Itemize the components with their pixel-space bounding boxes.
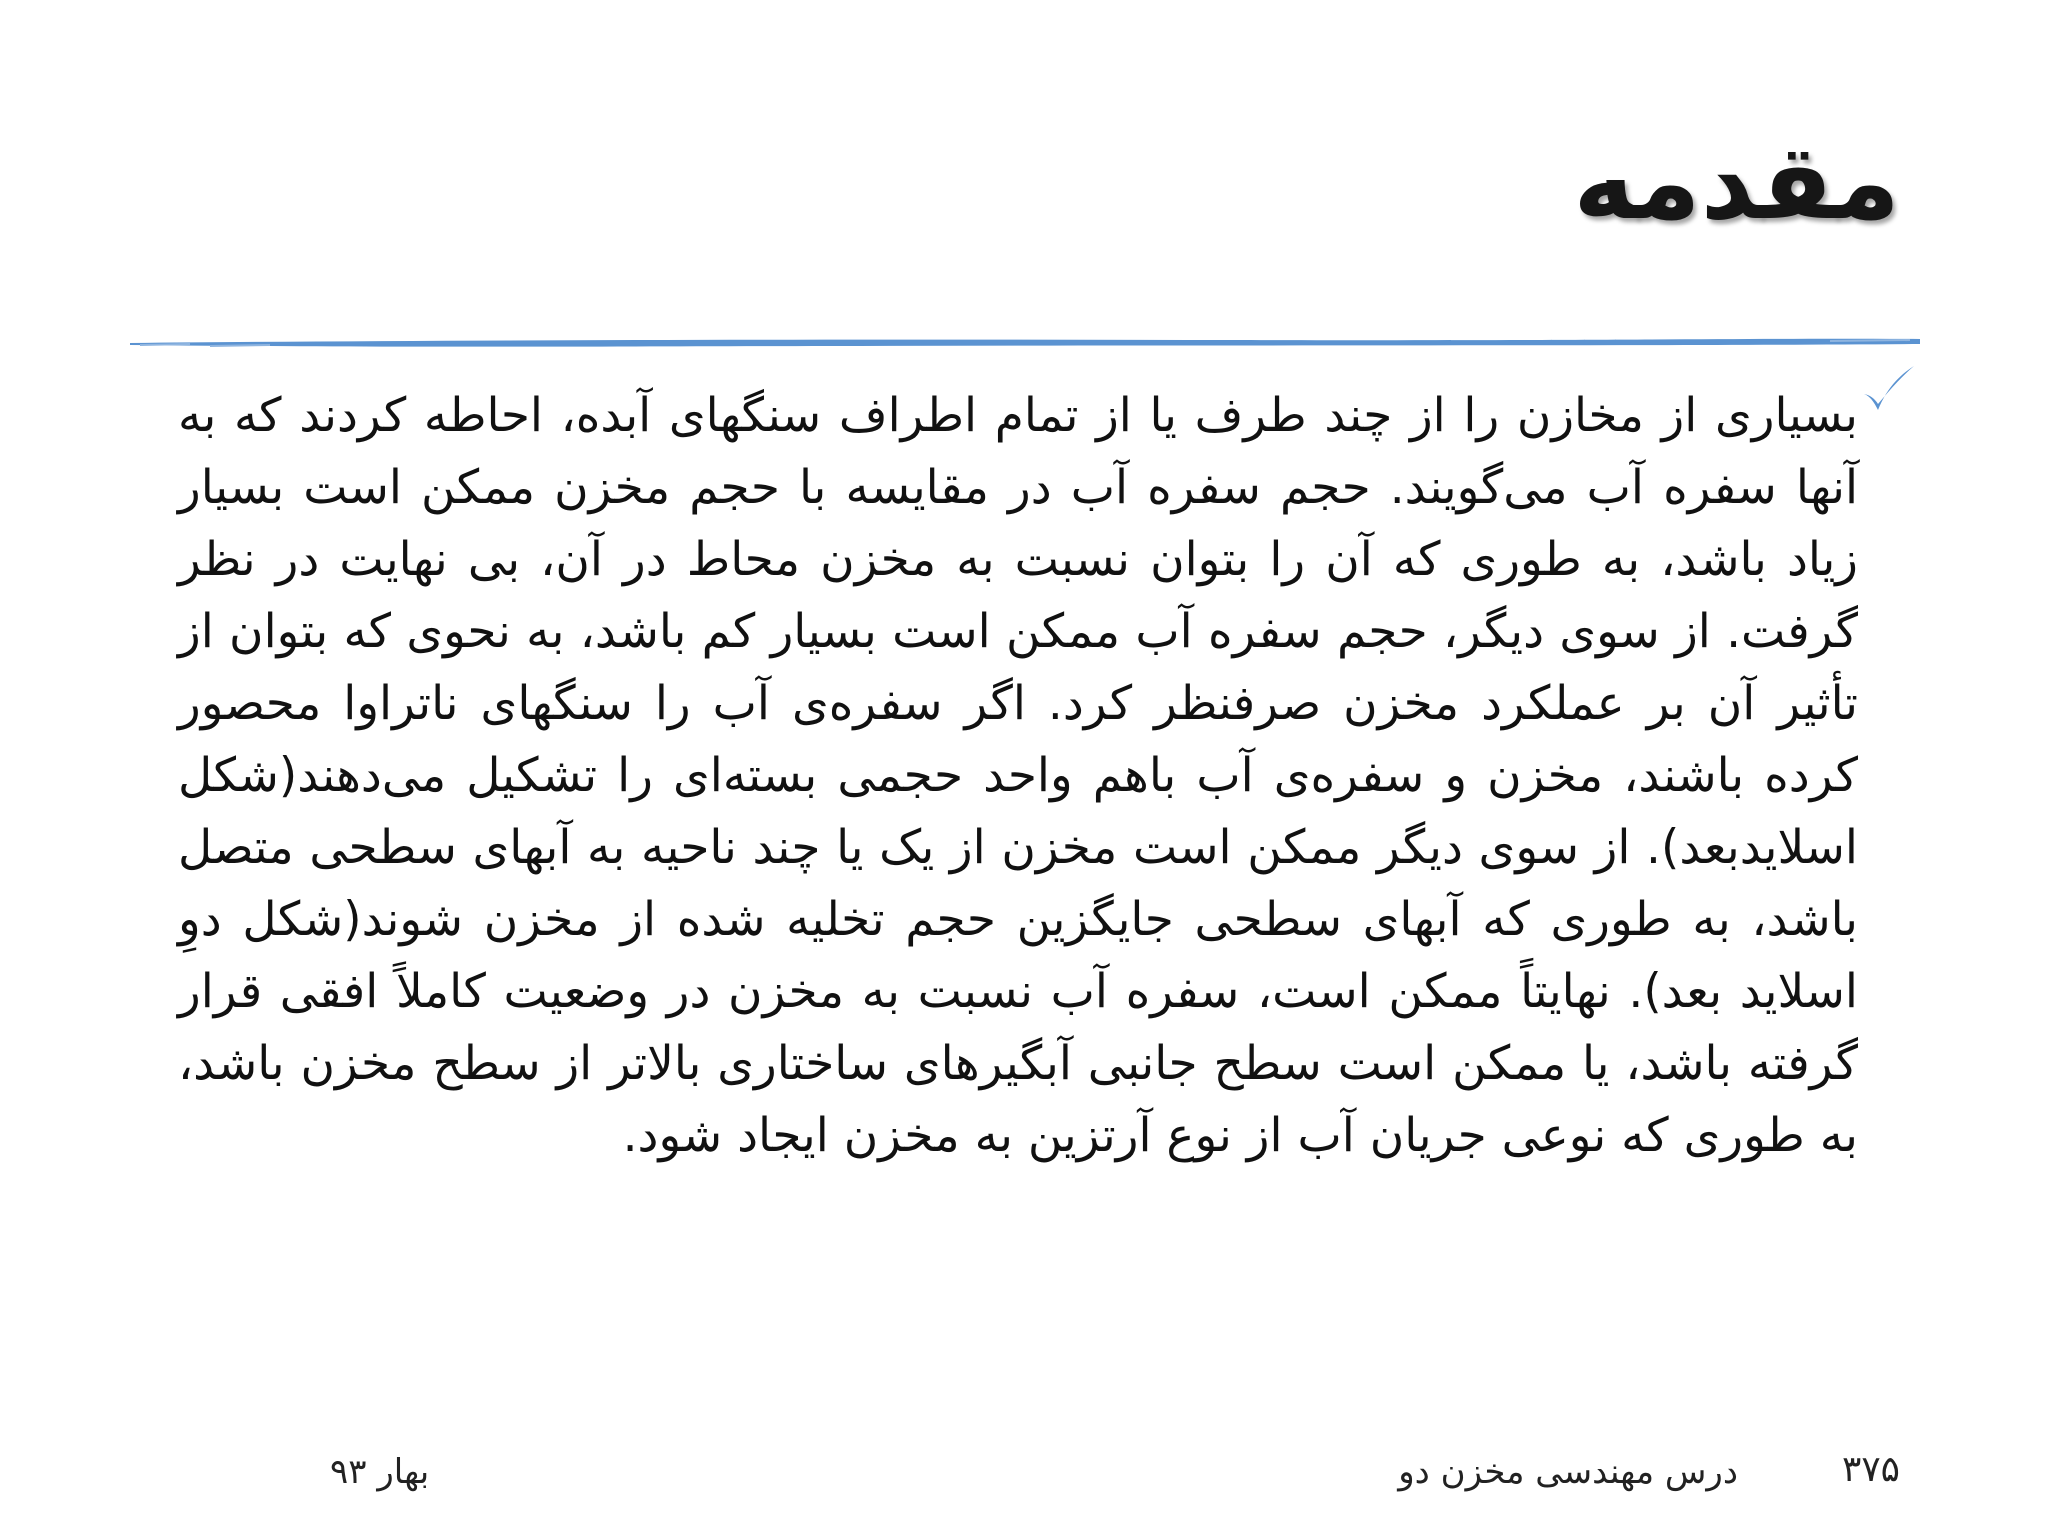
slide-title: مقدمه [1573, 121, 1900, 243]
checkmark-icon [1858, 360, 1918, 420]
bullet-text: بسیاری از مخازن را از چند طرف یا از تمام اطراف سنگهای آبده، احاطه کردند که به آنها سفره آب می‌گویند. حجم سفره آب در مقایسه با حجم مخزن ممکن است بسیار زیاد باشد، به طوری که آن را بتوان نسبت به مخزن محاط در آن، بی نهایت در نظر گرفت. از سوی دیگر، حجم سفره آب ممکن است بسیار کم باشد، به نحوی که بتوان از تأثیر آن بر عملکرد مخزن صرفنظر کرد. اگر سفره‌ی آب را سنگهای ناتراوا محصور کرده باشند، مخزن و سفره‌ی آب باهم واحد حجمی بسته‌ای را تشکیل می‌دهند(شکل اسلایدبعد). از سوی دیگر ممکن است مخزن از یک یا چند ناحیه به آبهای سطحی متصل باشد، به طوری که آبهای سطحی جایگزین حجم تخلیه شده از مخزن شوند(شکل دوِ اسلاید بعد). نهایتاً ممکن است، سفره آب نسبت به مخزن در وضعیت کاملاً افقی قرار گرفته باشد، یا ممکن است سطح جانبی آبگیرهای ساختاری بالاتر از سطح مخزن باشد، به طوری که نوعی جریان آب از نوع آرتزین به مخزن ایجاد شود. [178, 388, 1858, 1163]
course-name: درس مهندسی مخزن دو [1398, 1452, 1738, 1492]
page-number: ۳۷۵ [1841, 1449, 1900, 1490]
semester-date: بهار ۹۳ [330, 1452, 430, 1492]
title-divider [130, 333, 1920, 353]
